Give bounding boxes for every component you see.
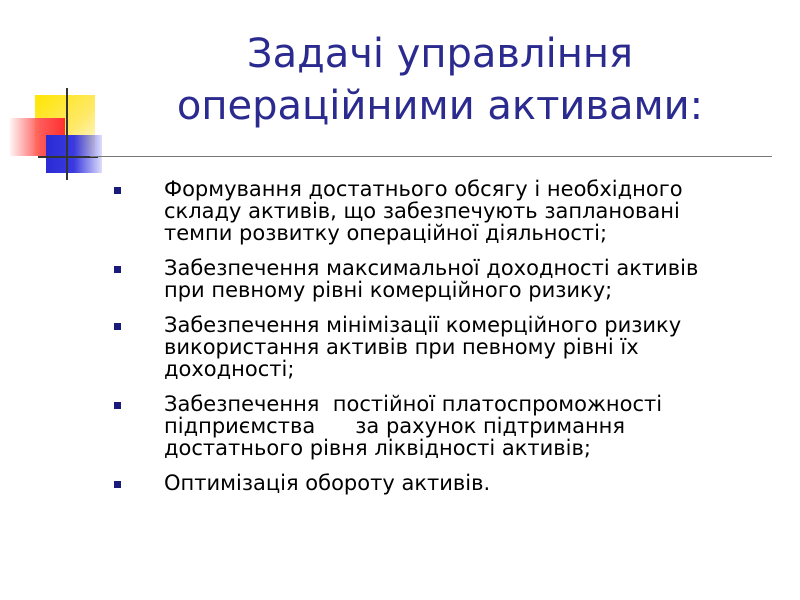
bullet-line: Забезпечення постійної платоспроможності — [164, 392, 663, 416]
bullet-line: Забезпечення мінімізації комерційного ризику — [164, 313, 682, 337]
bullet-line: використання активів при певному рівні їх — [164, 335, 639, 359]
blue-square — [46, 135, 102, 173]
bullet-text — [164, 178, 772, 244]
square-bullet-icon — [114, 323, 121, 330]
bullet-text — [164, 257, 772, 301]
bullet-line: при певному рівні комерційного ризику; — [164, 278, 613, 302]
title-underline — [90, 156, 772, 157]
decorative-squares-logo — [0, 0, 130, 190]
bullet-item — [112, 472, 772, 494]
square-bullet-icon — [114, 402, 121, 409]
bullet-text — [164, 314, 772, 380]
bullet-item — [112, 178, 772, 244]
bullet-line: доходності; — [164, 357, 295, 381]
square-bullet-icon — [114, 266, 121, 273]
bullet-item — [112, 393, 772, 459]
bullet-line: темпи розвитку операційної діяльності; — [164, 221, 608, 245]
bullet-text — [164, 472, 772, 494]
bullet-line: Формування достатнього обсягу і необхідного — [164, 177, 683, 201]
bullet-item — [112, 257, 772, 301]
bullet-list — [112, 178, 772, 507]
square-bullet-icon — [114, 481, 121, 488]
horizontal-line — [38, 156, 98, 158]
bullet-line: достатнього рівня ліквідності активів; — [164, 436, 591, 460]
bullet-text — [164, 393, 772, 459]
title-line: операційними активами: — [176, 83, 704, 129]
bullet-line: складу активів, що забезпечують заплановані — [164, 199, 680, 223]
bullet-line: Забезпечення максимальної доходності активів — [164, 256, 699, 280]
bullet-line: підприємства за рахунок підтримання — [164, 414, 626, 438]
bullet-line: Оптимізація обороту активів. — [164, 471, 491, 495]
square-bullet-icon — [114, 187, 121, 194]
vertical-line — [66, 88, 68, 180]
slide-title — [120, 28, 760, 132]
bullet-item — [112, 314, 772, 380]
title-line: Задачі управління — [246, 31, 634, 77]
